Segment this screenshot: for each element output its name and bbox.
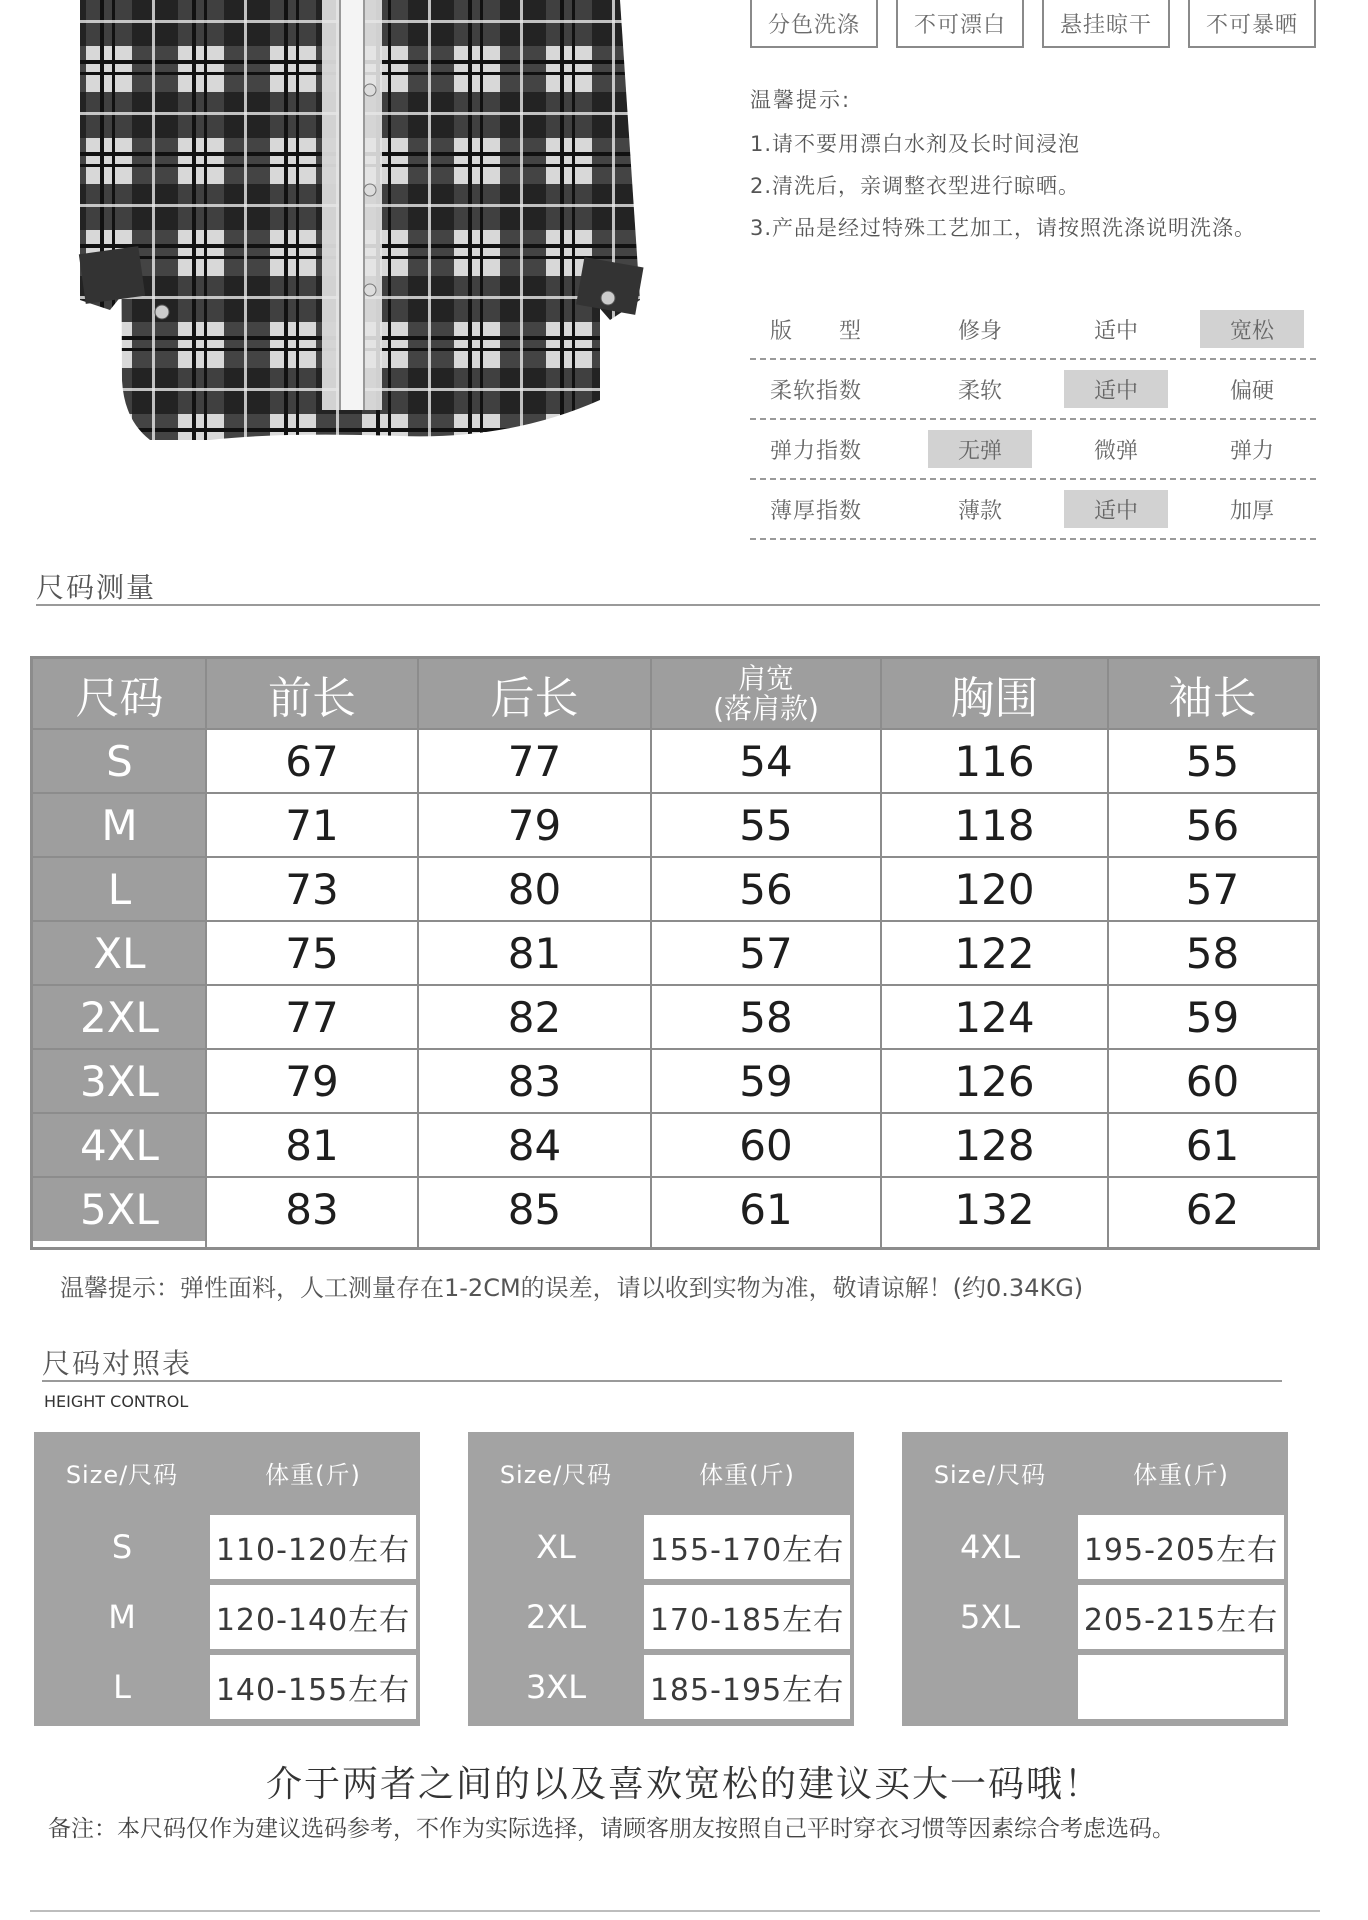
table-grid-line xyxy=(33,920,1317,922)
size-cell-sleeve-length: 55 xyxy=(1185,736,1240,786)
size-cell-chest: 118 xyxy=(954,800,1035,850)
care-label-separate-wash: 分色洗涤 xyxy=(750,0,878,48)
weight-table-weight: 140-155左右 xyxy=(210,1655,416,1719)
size-row-label: 3XL xyxy=(33,1049,206,1113)
tips-title: 温馨提示: xyxy=(750,88,852,112)
care-label-no-sun: 不可暴晒 xyxy=(1188,0,1316,48)
size-row-label: L xyxy=(33,857,206,921)
size-cell-front-length: 79 xyxy=(285,1056,339,1106)
size-measure-title: 尺码测量 xyxy=(36,571,157,604)
index-row-label: 薄厚指数 xyxy=(770,498,863,524)
index-option-selected: 适中 xyxy=(1064,370,1168,408)
weight-table-weight: 120-140左右 xyxy=(210,1585,416,1649)
size-cell-sleeve-length: 61 xyxy=(1185,1120,1240,1170)
size-cell-front-length: 81 xyxy=(285,1120,339,1170)
size-cell-shoulder-width: 59 xyxy=(739,1056,793,1106)
size-cell-shoulder-width: 56 xyxy=(739,864,793,914)
size-cell-sleeve-length: 58 xyxy=(1185,928,1240,978)
weight-table-size: 4XL xyxy=(959,1528,1021,1566)
size-disclaimer-note: 备注：本尺码仅作为建议选码参考，不作为实际选择，请顾客朋友按照自己平时穿衣习惯等因素综合考虑选码。 xyxy=(48,1816,1175,1842)
size-measure-note: 温馨提示：弹性面料，人工测量存在1-2CM的误差，请以收到实物为准，敬请谅解！(约0.34KG) xyxy=(60,1274,1084,1302)
size-cell-sleeve-length: 56 xyxy=(1185,800,1240,850)
index-row xyxy=(750,300,1316,360)
size-cell-chest: 116 xyxy=(954,736,1035,786)
shirt-product-image xyxy=(40,0,700,460)
index-option-selected: 适中 xyxy=(1064,490,1168,528)
weight-table-header-weight: 体重(斤) xyxy=(265,1460,361,1489)
size-cell-back-length: 83 xyxy=(507,1056,562,1106)
tip-line-2: 2.清洗后，亲调整衣型进行晾晒。 xyxy=(750,174,1081,198)
size-cell-front-length: 77 xyxy=(285,992,339,1042)
weight-table-weight: 155-170左右 xyxy=(644,1515,850,1579)
size-row-label: S xyxy=(33,729,206,793)
weight-table-weight: 110-120左右 xyxy=(210,1515,416,1579)
table-grid-line xyxy=(33,792,1317,794)
size-measure-table xyxy=(30,656,1320,1250)
size-cell-shoulder-width: 55 xyxy=(739,800,793,850)
size-cell-chest: 120 xyxy=(954,864,1035,914)
size-cell-shoulder-width: 54 xyxy=(739,736,793,786)
weight-table-header-weight: 体重(斤) xyxy=(699,1460,795,1489)
care-labels xyxy=(750,0,1320,52)
table-grid-line xyxy=(33,1112,1317,1114)
weight-table-size: L xyxy=(113,1668,131,1706)
index-row xyxy=(750,360,1316,420)
weight-table-weight xyxy=(1078,1655,1284,1719)
size-cell-chest: 132 xyxy=(954,1184,1035,1234)
index-row-divider xyxy=(750,538,1316,540)
header-size: 尺码 xyxy=(33,659,206,729)
index-option-selected: 无弹 xyxy=(928,430,1032,468)
index-option: 薄款 xyxy=(957,498,1002,524)
size-cell-shoulder-width: 61 xyxy=(739,1184,793,1234)
size-cell-front-length: 83 xyxy=(285,1184,339,1234)
bottom-divider xyxy=(30,1910,1320,1912)
size-cell-front-length: 71 xyxy=(285,800,339,850)
size-cell-sleeve-length: 57 xyxy=(1185,864,1240,914)
weight-table-size: S xyxy=(111,1528,133,1566)
size-cell-front-length: 73 xyxy=(285,864,339,914)
size-cell-shoulder-width: 60 xyxy=(739,1120,793,1170)
size-cell-shoulder-width: 57 xyxy=(739,928,793,978)
weight-table-weight: 170-185左右 xyxy=(644,1585,850,1649)
weight-table-size: M xyxy=(108,1598,136,1636)
table-grid-line xyxy=(33,856,1317,858)
header-sleeve-length: 袖长 xyxy=(1108,659,1317,729)
header-back-length: 后长 xyxy=(418,659,651,729)
weight-table-header-size: Size/尺码 xyxy=(499,1460,613,1489)
table-grid-line xyxy=(33,1048,1317,1050)
weight-table-weight: 205-215左右 xyxy=(1078,1585,1284,1649)
size-chart-divider xyxy=(42,1380,1282,1382)
header-shoulder-label: 肩宽 xyxy=(737,662,794,695)
index-option: 微弹 xyxy=(1093,438,1138,464)
index-option: 修身 xyxy=(957,318,1002,344)
size-chart-title: 尺码对照表 xyxy=(42,1347,193,1380)
size-cell-back-length: 82 xyxy=(507,992,562,1042)
tip-line-3: 3.产品是经过特殊工艺加工，请按照洗涤说明洗涤。 xyxy=(750,216,1257,240)
size-advice-note: 介于两者之间的以及喜欢宽松的建议买大一码哦！ xyxy=(265,1764,1102,1805)
table-grid-line xyxy=(650,659,652,1247)
weight-table-size xyxy=(902,1652,1078,1722)
weight-table-size: 2XL xyxy=(525,1598,587,1636)
index-row-label: 版 型 xyxy=(770,318,863,344)
table-grid-line xyxy=(880,659,882,1247)
size-cell-front-length: 67 xyxy=(285,736,339,786)
size-cell-back-length: 81 xyxy=(507,928,562,978)
weight-table-header-size: Size/尺码 xyxy=(933,1460,1047,1489)
table-grid-line xyxy=(1107,659,1109,1247)
weight-table-header-weight: 体重(斤) xyxy=(1133,1460,1229,1489)
size-cell-front-length: 75 xyxy=(285,928,339,978)
weight-table-weight: 185-195左右 xyxy=(644,1655,850,1719)
index-option: 柔软 xyxy=(957,378,1002,404)
index-row-label: 弹力指数 xyxy=(770,438,863,464)
size-cell-chest: 126 xyxy=(954,1056,1035,1106)
size-row-label: 2XL xyxy=(33,985,206,1049)
table-grid-line xyxy=(33,728,1317,730)
table-grid-line xyxy=(205,659,207,1247)
size-row-label: 4XL xyxy=(33,1113,206,1177)
table-grid-line xyxy=(33,1176,1317,1178)
weight-table-weight: 195-205左右 xyxy=(1078,1515,1284,1579)
header-front-length: 前长 xyxy=(206,659,418,729)
size-row-label: M xyxy=(33,793,206,857)
header-shoulder-sub: (落肩款) xyxy=(713,692,819,725)
weight-table-size: XL xyxy=(536,1528,576,1566)
header-shoulder-width xyxy=(651,659,881,729)
size-cell-back-length: 77 xyxy=(507,736,562,786)
weight-table xyxy=(902,1432,1288,1726)
size-row-label: XL xyxy=(33,921,206,985)
index-row xyxy=(750,420,1316,480)
size-cell-back-length: 84 xyxy=(507,1120,562,1170)
size-cell-chest: 124 xyxy=(954,992,1035,1042)
size-row-label: 5XL xyxy=(33,1177,206,1241)
weight-table xyxy=(34,1432,420,1726)
care-label-hang-dry: 悬挂晾干 xyxy=(1042,0,1170,48)
weight-table-size: 3XL xyxy=(525,1668,587,1706)
weight-table-header-size: Size/尺码 xyxy=(65,1460,179,1489)
size-cell-shoulder-width: 58 xyxy=(739,992,793,1042)
header-chest: 胸围 xyxy=(881,659,1108,729)
size-cell-back-length: 80 xyxy=(507,864,562,914)
index-row xyxy=(750,480,1316,540)
index-option: 适中 xyxy=(1093,318,1138,344)
size-measure-divider xyxy=(36,604,1320,606)
weight-table xyxy=(468,1432,854,1726)
size-cell-chest: 122 xyxy=(954,928,1035,978)
index-row-label: 柔软指数 xyxy=(770,378,863,404)
weight-table-size: 5XL xyxy=(959,1598,1021,1636)
size-cell-sleeve-length: 59 xyxy=(1185,992,1240,1042)
index-option: 弹力 xyxy=(1229,438,1274,464)
index-option: 偏硬 xyxy=(1229,378,1274,404)
care-label-no-bleach: 不可漂白 xyxy=(896,0,1024,48)
size-cell-sleeve-length: 62 xyxy=(1185,1184,1240,1234)
table-grid-line xyxy=(417,659,419,1247)
size-cell-chest: 128 xyxy=(954,1120,1035,1170)
index-option: 加厚 xyxy=(1229,498,1274,524)
table-grid-line xyxy=(33,984,1317,986)
size-chart-subtitle: HEIGHT CONTROL xyxy=(44,1392,189,1411)
tip-line-1: 1.请不要用漂白水剂及长时间浸泡 xyxy=(750,132,1081,156)
size-cell-back-length: 79 xyxy=(507,800,562,850)
index-option-selected: 宽松 xyxy=(1200,310,1304,348)
size-cell-sleeve-length: 60 xyxy=(1185,1056,1240,1106)
size-cell-back-length: 85 xyxy=(507,1184,562,1234)
